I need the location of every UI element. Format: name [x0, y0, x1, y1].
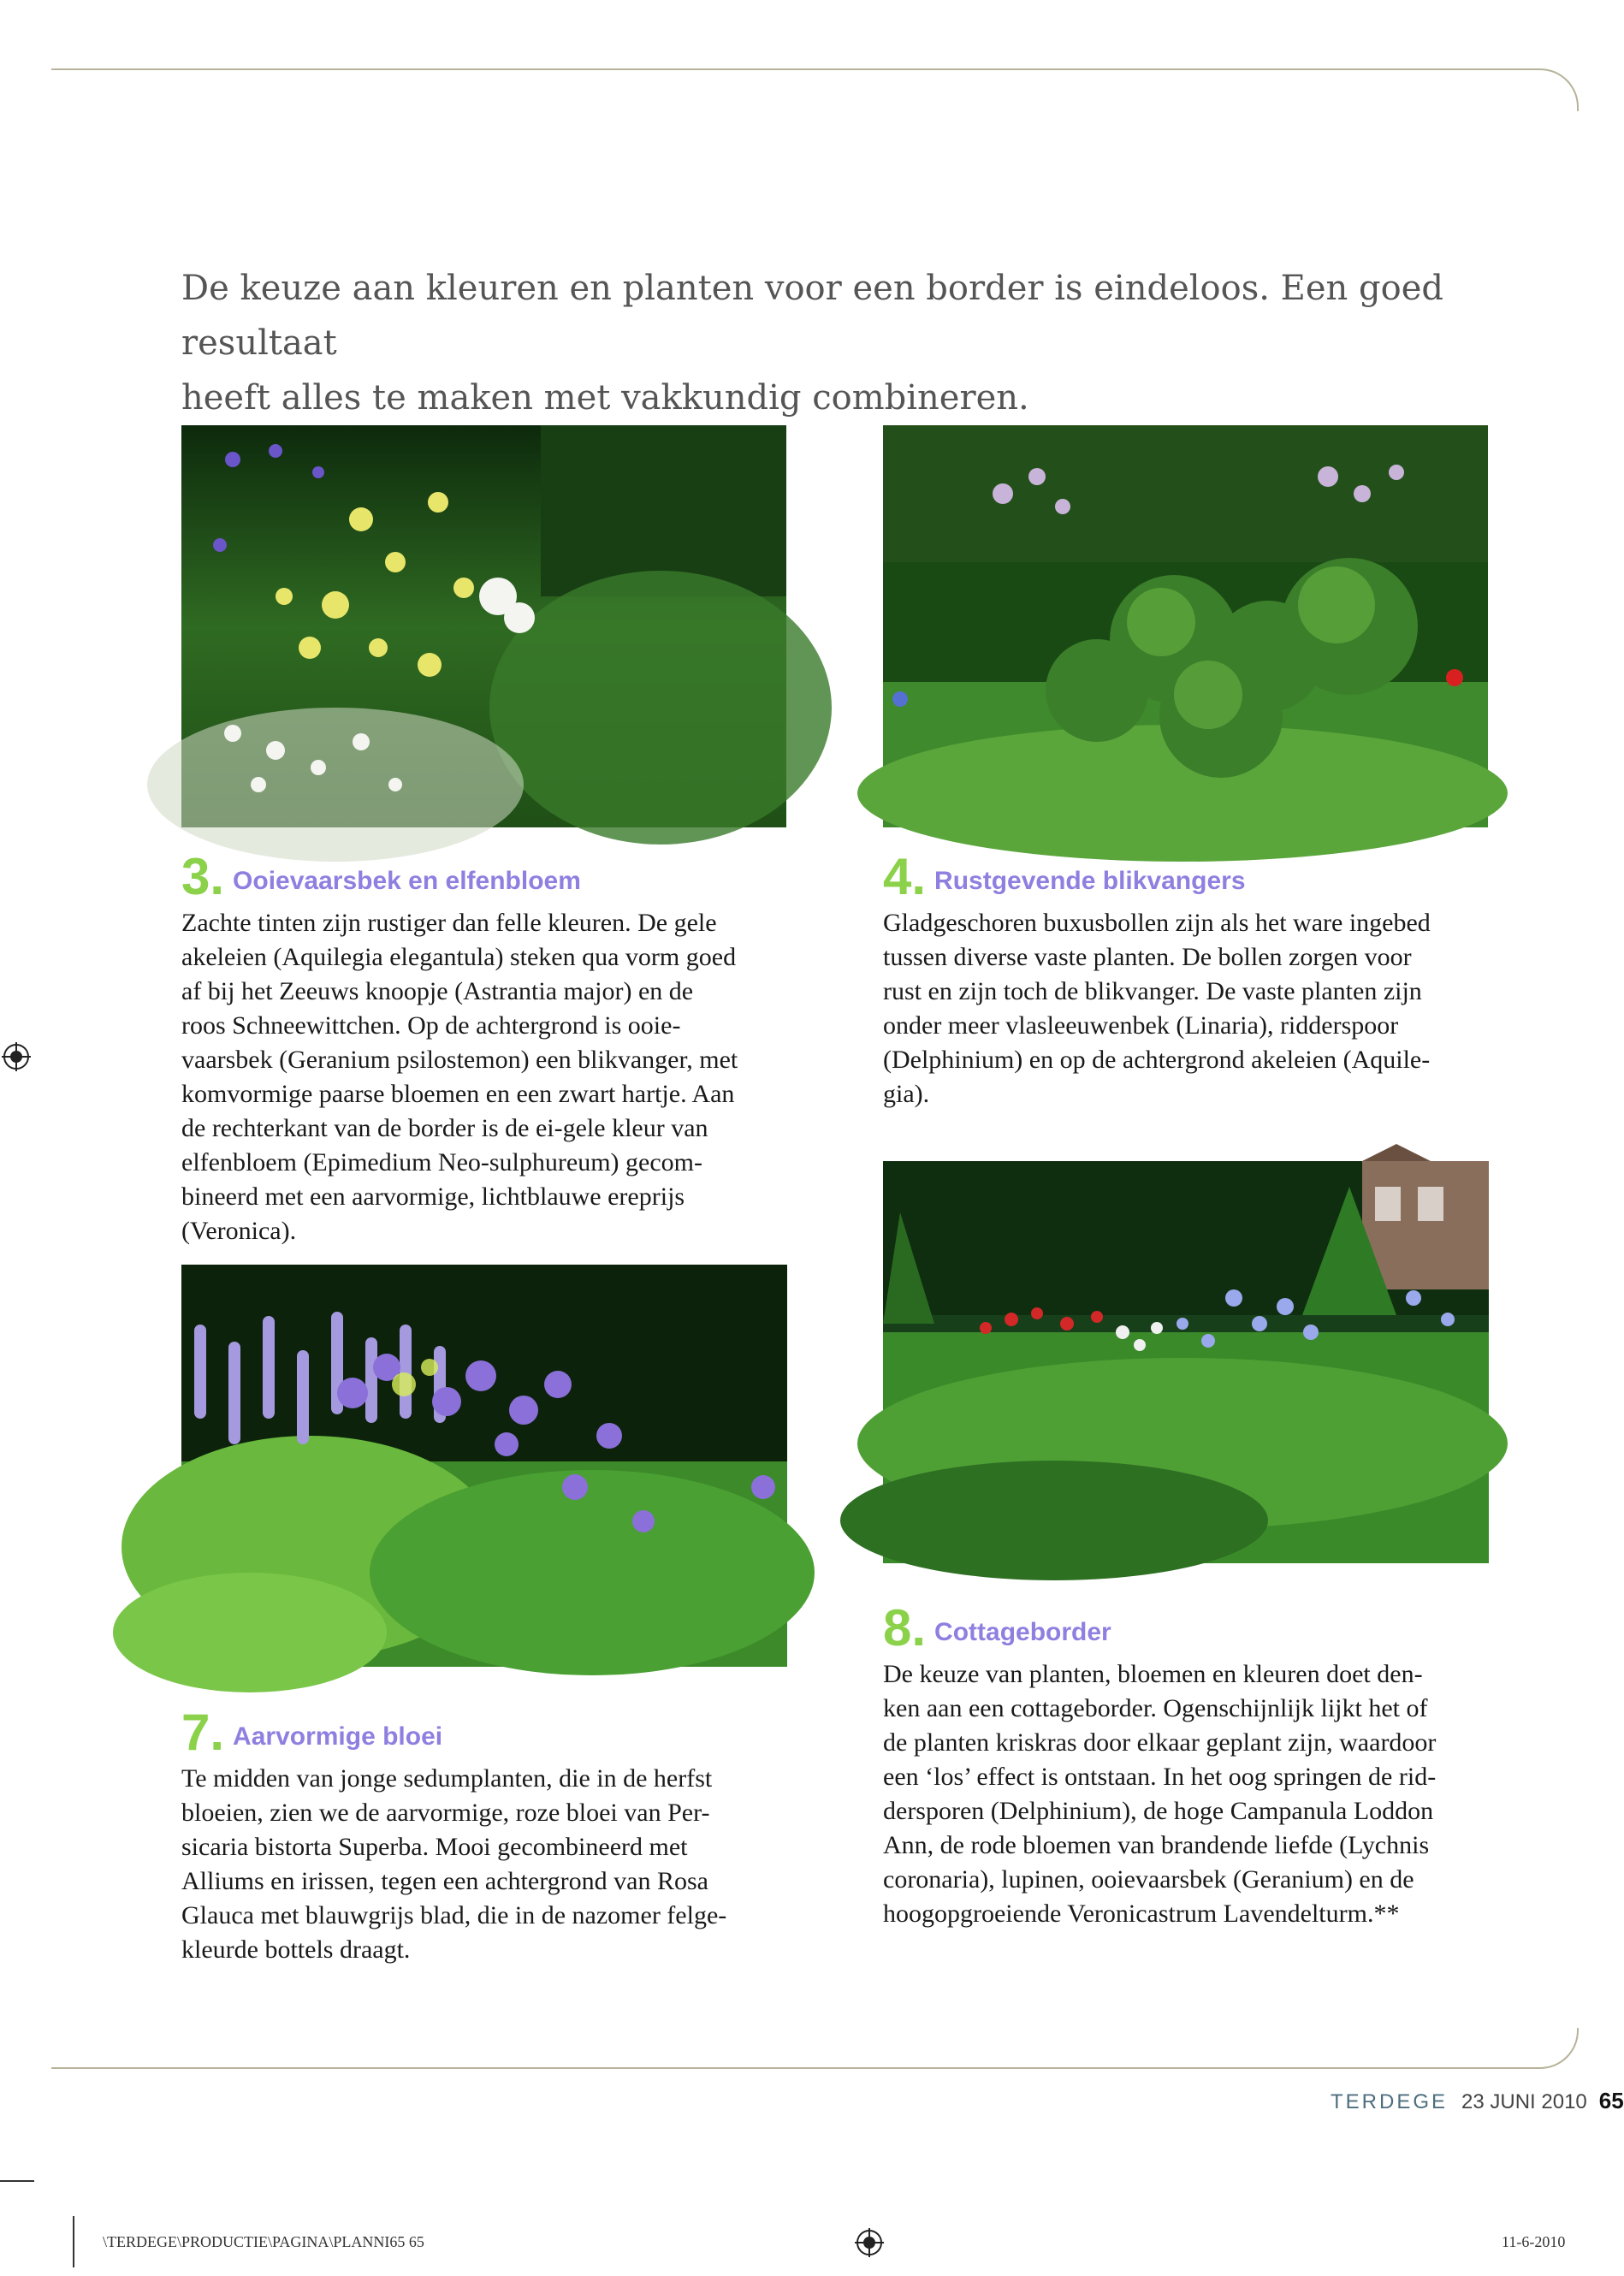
page-number: 65: [1598, 2088, 1624, 2113]
caption-line: Alliums en irissen, tegen een achtergrond van Rosa: [181, 1867, 708, 1895]
page-footer: [1331, 2088, 1624, 2114]
photo-7: [181, 1265, 787, 1667]
caption-line: hoogopgroeiende Veronicastrum Lavendelturm.**: [883, 1900, 1400, 1928]
caption-line: gia).: [883, 1080, 930, 1108]
caption-3-body: [181, 906, 797, 1248]
footer-brand: TERDEGE: [1331, 2090, 1449, 2113]
caption-line: bloeien, zien we de aarvormige, roze bloei van Per-: [181, 1799, 710, 1827]
caption-3-title: Ooievaarsbek en elfenbloem: [233, 867, 581, 895]
caption-4-number: 4.: [883, 848, 927, 905]
photo-3: [181, 425, 786, 827]
caption-line: (Delphinium) en op de achtergrond akeleien (Aquile-: [883, 1046, 1431, 1074]
caption-line: roos Schneewittchen. Op de achtergrond is ooie-: [181, 1011, 681, 1040]
caption-4-heading: [883, 847, 1499, 906]
caption-line: Gladgeschoren buxusbollen zijn als het ware ingebed: [883, 909, 1431, 937]
caption-line: een ‘los’ effect is ontstaan. In het oog springen de rid-: [883, 1763, 1437, 1791]
caption-line: coronaria), lupinen, ooievaarsbek (Geranium) en de: [883, 1865, 1414, 1894]
slug-date: 11-6-2010: [1502, 2233, 1566, 2250]
caption-3: [181, 847, 797, 1248]
caption-line: Te midden van jonge sedumplanten, die in de herfst: [181, 1764, 713, 1793]
caption-8-body: [883, 1657, 1499, 1931]
caption-line: onder meer vlasleeuwenbek (Linaria), ridderspoor: [883, 1011, 1399, 1040]
bottom-rule: [51, 2028, 1579, 2069]
caption-line: vaarsbek (Geranium psilostemon) een blikvanger, met: [181, 1046, 738, 1074]
caption-3-heading: [181, 847, 797, 906]
slug-path: \TERDEGE\PRODUCTIE\PAGINA\PLANNI65 65: [103, 2233, 424, 2250]
top-rule: [51, 68, 1579, 111]
caption-7-title: Aarvormige bloei: [233, 1722, 443, 1751]
caption-line: de planten kriskras door elkaar geplant zijn, waardoor: [883, 1728, 1437, 1757]
caption-7-heading: [181, 1703, 797, 1762]
caption-line: tussen diverse vaste planten. De bollen zorgen voor: [883, 943, 1412, 971]
caption-line: elfenbloem (Epimedium Neo-sulphureum) gecom-: [181, 1148, 702, 1177]
caption-line: kleurde bottels draagt.: [181, 1935, 411, 1964]
caption-line: de rechterkant van de border is de ei-gele kleur van: [181, 1114, 708, 1142]
caption-line: De keuze van planten, bloemen en kleuren doet den-: [883, 1660, 1423, 1688]
caption-line: ken aan een cottageborder. Ogenschijnlijk lijkt het of: [883, 1694, 1428, 1722]
caption-line: akeleien (Aquilegia elegantula) steken qua vorm goed: [181, 943, 737, 971]
crop-mark: [73, 2216, 74, 2267]
caption-line: sicaria bistorta Superba. Mooi gecombineerd met: [181, 1833, 688, 1861]
caption-4-title: Rustgevende blikvangers: [934, 867, 1246, 895]
caption-line: rust en zijn toch de blikvanger. De vaste planten zijn: [883, 977, 1422, 1005]
caption-8-title: Cottageborder: [934, 1618, 1111, 1646]
registration-mark-icon: [855, 2228, 884, 2257]
caption-7-number: 7.: [181, 1704, 225, 1761]
intro-line-2: heeft alles te maken met vakkundig combineren.: [181, 378, 1029, 418]
intro-line-1: De keuze aan kleuren en planten voor een border is eindeloos. Een goed resultaat: [181, 269, 1443, 363]
caption-8-number: 8.: [883, 1599, 927, 1657]
caption-line: komvormige paarse bloemen en een zwart hartje. Aan: [181, 1080, 735, 1108]
caption-line: Zachte tinten zijn rustiger dan felle kleuren. De gele: [181, 909, 717, 937]
caption-8-heading: [883, 1598, 1499, 1657]
caption-4-body: [883, 906, 1499, 1111]
caption-4: [883, 847, 1499, 1111]
crop-mark: [0, 2180, 34, 2182]
caption-line: dersporen (Delphinium), de hoge Campanula Loddon: [883, 1797, 1434, 1825]
caption-line: af bij het Zeeuws knoopje (Astrantia major) en de: [181, 977, 694, 1005]
caption-line: Ann, de rode bloemen van brandende liefde (Lychnis: [883, 1831, 1430, 1859]
caption-line: bineerd met een aarvormige, lichtblauwe ereprijs: [181, 1182, 685, 1211]
caption-7-body: [181, 1762, 797, 1967]
photo-8: [883, 1161, 1489, 1563]
footer-date: 23 JUNI 2010: [1461, 2090, 1587, 2113]
caption-8: [883, 1598, 1499, 1931]
caption-line: Glauca met blauwgrijs blad, die in de nazomer felge-: [181, 1901, 727, 1929]
registration-mark-icon: [2, 1042, 31, 1071]
caption-line: (Veronica).: [181, 1217, 297, 1245]
photo-4: [883, 425, 1488, 827]
intro-text: [181, 261, 1465, 425]
caption-3-number: 3.: [181, 848, 225, 905]
caption-7: [181, 1703, 797, 1967]
